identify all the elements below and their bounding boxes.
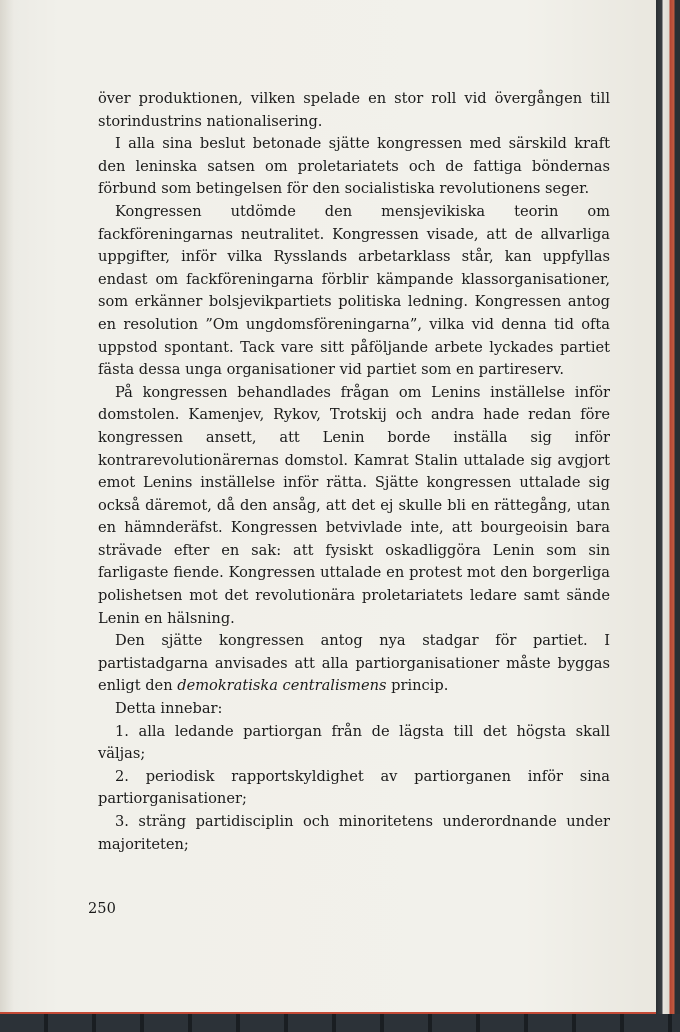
list-item-3: 3. sträng partidisciplin och minoritetens underordnande under majoriteten;: [98, 813, 610, 853]
paragraph-5-emphasis: demokratiska centralismens: [177, 677, 387, 695]
paragraph-6: Detta innebar:: [115, 700, 223, 718]
paragraph-5-end: princip.: [391, 677, 449, 695]
paragraph-1: över produktionen, vilken spelade en stor roll vid övergången till storindustrins nationalisering.: [98, 90, 610, 130]
paragraph-5-text: Den sjätte kongressen antog nya stadgar för partiet. I partistadgarna anvisades att alla partiorganisationer måste byggas enligt den: [98, 632, 610, 695]
body-text: [98, 88, 610, 856]
list-item-1: 1. alla ledande partiorgan från de lägsta till det högsta skall väljas;: [98, 722, 610, 763]
list-item-2: 2. periodisk rapportskyldighet av partiorganen inför sina partiorganisationer;: [98, 767, 610, 808]
page-number: 250: [88, 900, 116, 917]
paragraph-2: I alla sina beslut betonade sjätte kongressen med särskild kraft den leninska satsen om proletariatets och de fattiga böndernas förbund som betingelsen för den socialistiska revolutionens seger.: [98, 135, 610, 198]
paragraph-3: Kongressen utdömde den mensjevikiska teorin om fackföreningarnas neutralitet. Kongressen visade, att de allvarliga uppgifter, inför vilka Rysslands arbetarklass står, kan uppfyllas endast om fackföreningarna förblir kämpande klassorganisationer, som erkänner bolsjevikpartiets politiska ledning. Kongressen antog en resolution ”Om ungdomsföreningarna”, vilka vid denna tid ofta uppstod spontant. Tack vare sitt påföljande arbete lyckades partiet fästa dessa unga organisationer vid partiet som en partireserv.: [98, 202, 610, 379]
paragraph-5: [98, 630, 610, 698]
scanner-edge: [0, 1014, 680, 1032]
paragraph-4: På kongressen behandlades frågan om Lenins inställelse inför domstolen. Kamenjev, Rykov, Trotskij och andra hade redan före kongressen ansett, att Lenin borde inställa sig inför kontrarevolutionärernas domstol. Kamrat Stalin uttalade sig avgjort emot Lenins inställelse inför rätta. Sjätte kongressen uttalade sig också däremot, då den ansåg, att det ej skulle bli en rättegång, utan en hämnderäfst. Kongressen betvivlade inte, att bourgeoisin bara strävade efter en sak: att fysiskt oskadliggöra Lenin som sin farligaste fiende. Kongressen uttalade en protest mot den borgerliga polishetsen mot det revolutionära proletariatets ledare samt sände Lenin en hälsning.: [98, 383, 610, 627]
book-edge: [656, 0, 680, 1032]
